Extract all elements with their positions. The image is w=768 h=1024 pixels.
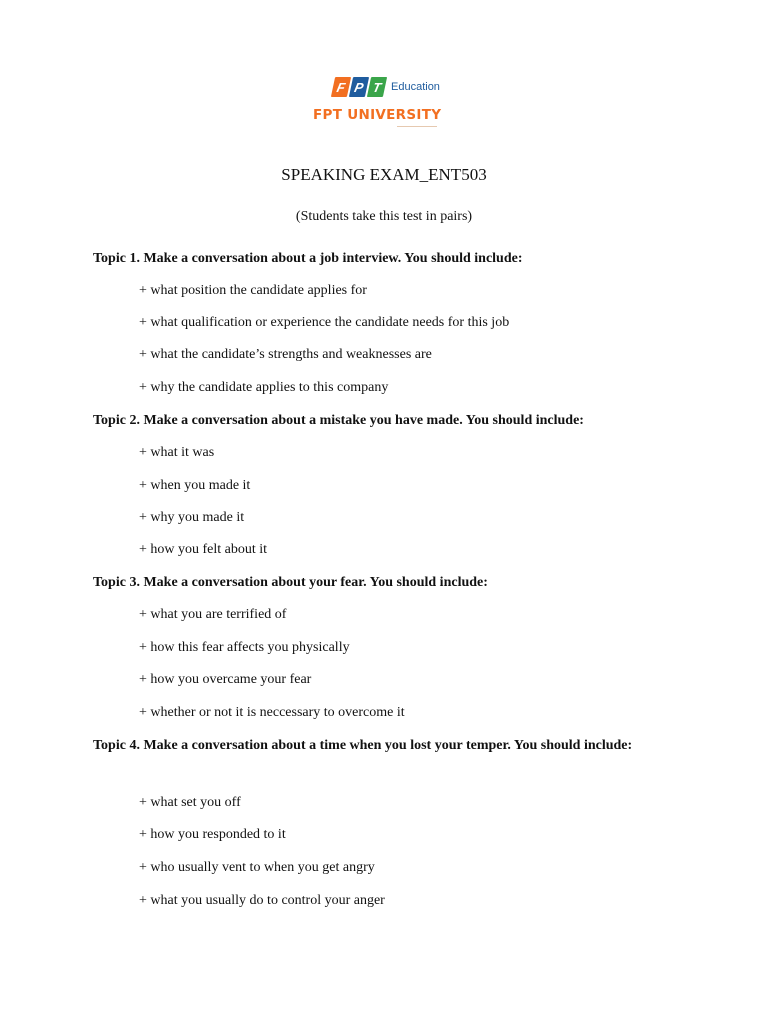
logo-underline bbox=[397, 126, 437, 127]
topic-4-item-4: + what you usually do to control your anger bbox=[139, 893, 385, 908]
topic-3-item-2: + how this fear affects you physically bbox=[139, 640, 350, 655]
topic-2-heading: Topic 2. Make a conversation about a mistake you have made. You should include: bbox=[93, 413, 584, 428]
topic-3-item-3: + how you overcame your fear bbox=[139, 672, 312, 687]
logo-university-text: FPT UNIVERSITY bbox=[313, 107, 442, 123]
document-subtitle: (Students take this test in pairs) bbox=[295, 209, 473, 224]
topic-1-item-4: + why the candidate applies to this company bbox=[139, 380, 389, 395]
topic-4-item-1: + what set you off bbox=[139, 795, 241, 810]
topic-2-item-4: + how you felt about it bbox=[139, 542, 268, 557]
logo-letter-p: P bbox=[349, 77, 369, 97]
logo-letter-f: F bbox=[331, 77, 351, 97]
document-title: SPEAKING EXAM_ENT503 bbox=[281, 165, 487, 184]
topic-4-item-3: + who usually vent to when you get angry bbox=[139, 860, 375, 875]
fpt-logo-mark bbox=[333, 77, 385, 97]
topic-4-heading: Topic 4. Make a conversation about a time when you lost your temper. You should include: bbox=[93, 738, 633, 753]
topic-3-item-4: + whether or not it is neccessary to overcome it bbox=[139, 705, 405, 720]
topic-2-item-2: + when you made it bbox=[139, 478, 251, 493]
topic-1-item-3: + what the candidate’s strengths and weaknesses are bbox=[139, 347, 432, 362]
logo-letter-t: T bbox=[367, 77, 387, 97]
topic-3-heading: Topic 3. Make a conversation about your fear. You should include: bbox=[93, 575, 488, 590]
topic-1-item-2: + what qualification or experience the candidate needs for this job bbox=[139, 315, 510, 330]
fpt-university-logo bbox=[313, 74, 471, 136]
topic-1-item-1: + what position the candidate applies for bbox=[139, 283, 367, 298]
topic-2-item-3: + why you made it bbox=[139, 510, 245, 525]
logo-education-text: Education bbox=[391, 81, 440, 93]
topic-3-item-1: + what you are terrified of bbox=[139, 607, 287, 622]
topic-2-item-1: + what it was bbox=[139, 445, 215, 460]
topic-1-heading: Topic 1. Make a conversation about a job interview. You should include: bbox=[93, 251, 523, 266]
topic-4-item-2: + how you responded to it bbox=[139, 827, 286, 842]
